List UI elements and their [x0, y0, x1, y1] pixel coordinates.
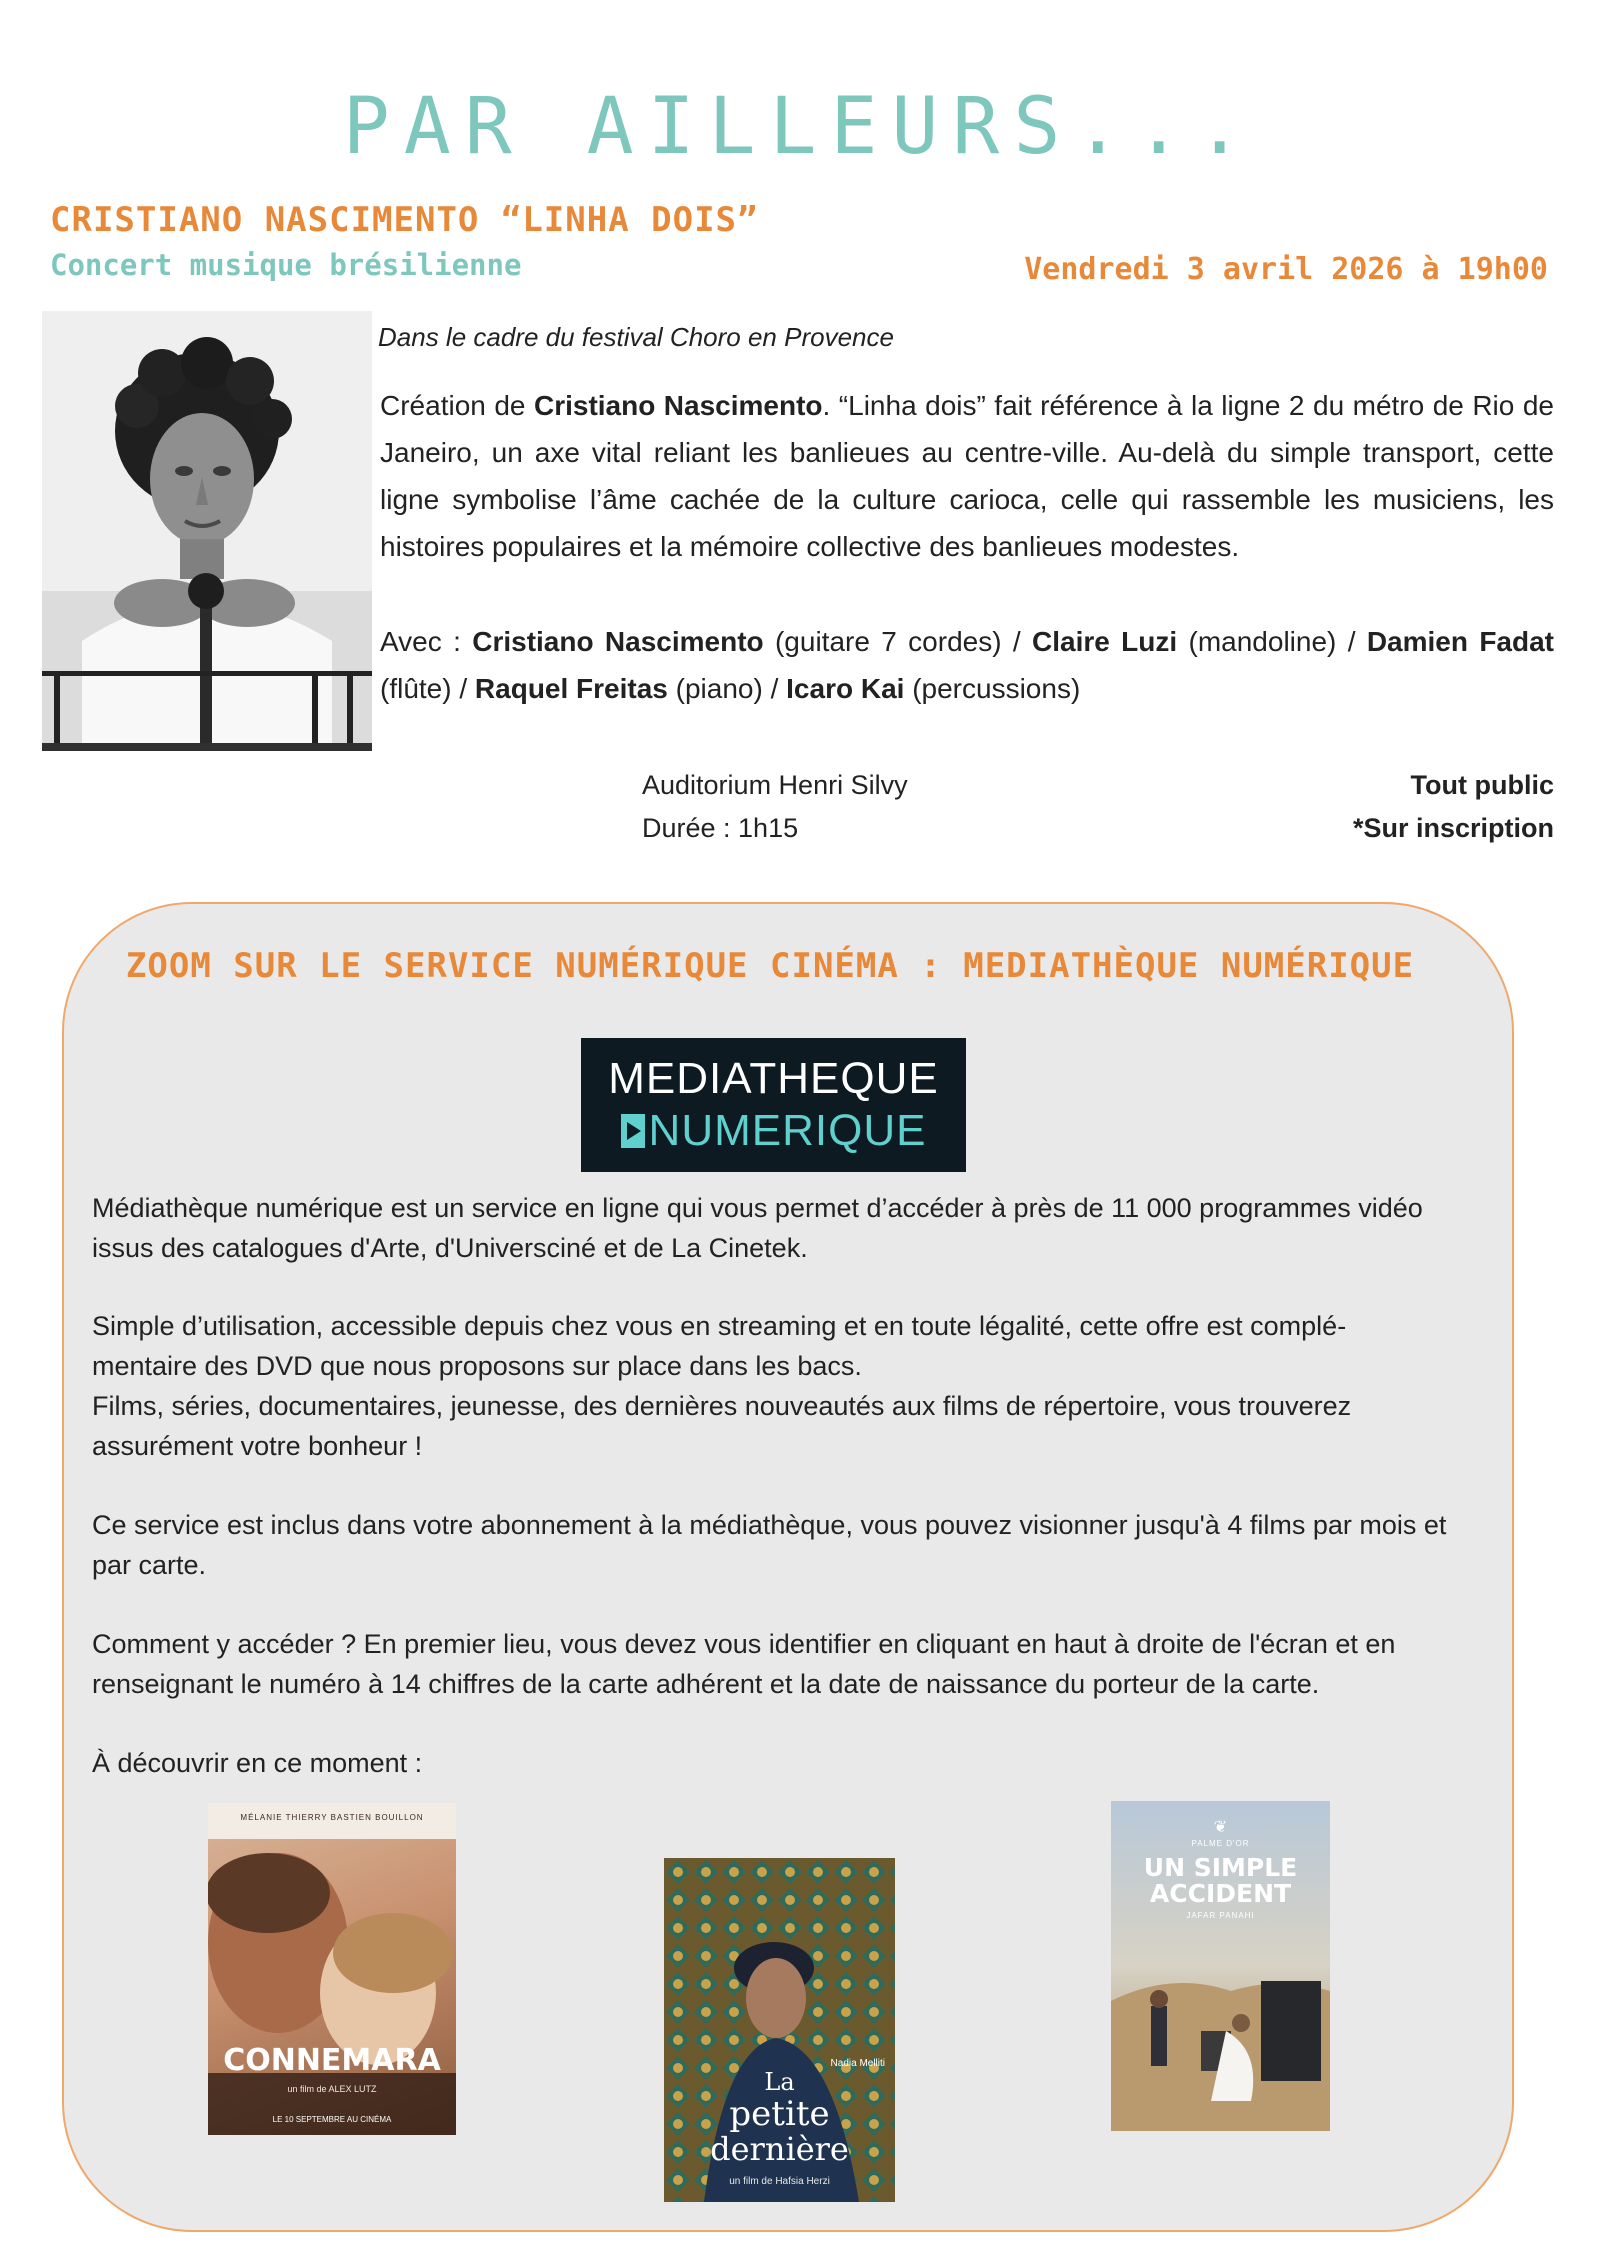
- musician-photo-illustration: [42, 311, 372, 751]
- play-icon: [621, 1114, 645, 1148]
- poster-un-simple-accident[interactable]: [1111, 1801, 1330, 2131]
- zoom-paragraph-3: Films, séries, documentaires, jeunesse, des dernières nouveautés aux films de répertoire, vous trouverez assurément votre bonheur !: [92, 1391, 1352, 1461]
- poster-actors: MÉLANIE THIERRY BASTIEN BOUILLON: [240, 1813, 424, 1822]
- concert-subtitle: Concert musique brésilienne: [50, 248, 522, 282]
- concert-date: Vendredi 3 avril 2026 à 19h00: [1024, 252, 1548, 287]
- zoom-title: ZOOM SUR LE SERVICE NUMÉRIQUE CINÉMA : MEDIATHÈQUE NUMÉRIQUE: [125, 946, 1415, 986]
- registration-note: *Sur inscription: [1352, 813, 1554, 843]
- musician-photo: [42, 311, 372, 751]
- poster-title: CONNEMARA: [223, 2043, 441, 2078]
- logo-line-1: MEDIATHEQUE: [608, 1054, 939, 1103]
- award-icon: ❦: [1213, 1819, 1228, 1836]
- poster-title-line-2: petite: [729, 2094, 830, 2134]
- poster-credit: un film de ALEX LUTZ: [287, 2084, 377, 2094]
- poster-title-line-3: dernière: [710, 2130, 849, 2168]
- zoom-paragraph-4: Ce service est inclus dans votre abonnement à la médiathèque, vous pouvez visionner jusqu'à 4 films par mois et par carte.: [92, 1510, 1447, 1580]
- musician-name: Claire Luzi: [1032, 626, 1178, 657]
- poster-credit: JAFAR PANAHI: [1186, 1911, 1255, 1920]
- venue: Auditorium Henri Silvy: [642, 770, 908, 800]
- page-title: PAR AILLEURS...: [342, 82, 1258, 172]
- musicians-list: Avec : Cristiano Nascimento (guitare 7 cordes) / Claire Luzi (mandoline) / Damien Fadat (flûte) / Raquel Freitas (piano) / Icaro Kai (percussions): [380, 626, 1554, 704]
- zoom-paragraph-1: Médiathèque numérique est un service en ligne qui vous permet d’accéder à près de 11 000 programmes vidéo issus des catalogues d'Arte, d'Universciné et de La Cinetek.: [92, 1193, 1423, 1263]
- discover-label: À découvrir en ce moment :: [92, 1748, 423, 1778]
- musician-name: Raquel Freitas: [474, 673, 668, 704]
- duration: Durée : 1h15: [642, 813, 799, 843]
- mediatheque-numerique-logo: [581, 1038, 966, 1172]
- festival-note: Dans le cadre du festival Choro en Provence: [378, 322, 894, 352]
- poster-release: LE 10 SEPTEMBRE AU CINÉMA: [272, 2115, 392, 2124]
- audience: Tout public: [1410, 770, 1554, 800]
- poster-title-line-1: La: [764, 2068, 795, 2096]
- logo-line-2: NUMERIQUE: [581, 1106, 966, 1156]
- musician-name: Cristiano Nascimento: [472, 626, 764, 657]
- poster-title-line-2: ACCIDENT: [1149, 1879, 1292, 1908]
- poster-title-line-1: UN SIMPLE: [1143, 1853, 1298, 1882]
- zoom-paragraph-2a: Simple d’utilisation, accessible depuis chez vous en streaming et en toute légalité, cette offre est complé-: [92, 1311, 1347, 1341]
- zoom-paragraph-2b: mentaire des DVD que nous proposons sur place dans les bacs.: [92, 1351, 862, 1381]
- musician-name: Damien Fadat: [1366, 626, 1554, 657]
- poster-la-petite-derniere[interactable]: [664, 1858, 895, 2202]
- poster-actor: Nadia Melliti: [830, 2058, 885, 2069]
- concert-description: Création de Cristiano Nascimento. “Linha dois” fait référence à la ligne 2 du métro de Rio de Janeiro, un axe vital reliant les banlieues au centre-ville. Au-delà du simple transport, cette ligne symbolise l’âme cachée de la culture carioca, celle qui rassemble les musiciens, les histoires populaires et la mémoire collective des banlieues modestes.: [380, 390, 1554, 562]
- poster-accident-art: [1111, 1801, 1330, 2131]
- poster-credit: un film de Hafsia Herzi: [729, 2176, 830, 2187]
- poster-connemara[interactable]: [208, 1803, 456, 2135]
- musician-name: Icaro Kai: [786, 673, 905, 704]
- concert-title: CRISTIANO NASCIMENTO “LINHA DOIS”: [50, 200, 759, 240]
- zoom-paragraph-5: Comment y accéder ? En premier lieu, vous devez vous identifier en cliquant en haut à droite de l'écran et en renseignant le numéro à 14 chiffres de la carte adhérent et la date de naissance du porteur de la carte.: [92, 1629, 1396, 1699]
- poster-award: PALME D'OR: [1191, 1839, 1250, 1848]
- creator-name: Cristiano Nascimento: [533, 390, 823, 421]
